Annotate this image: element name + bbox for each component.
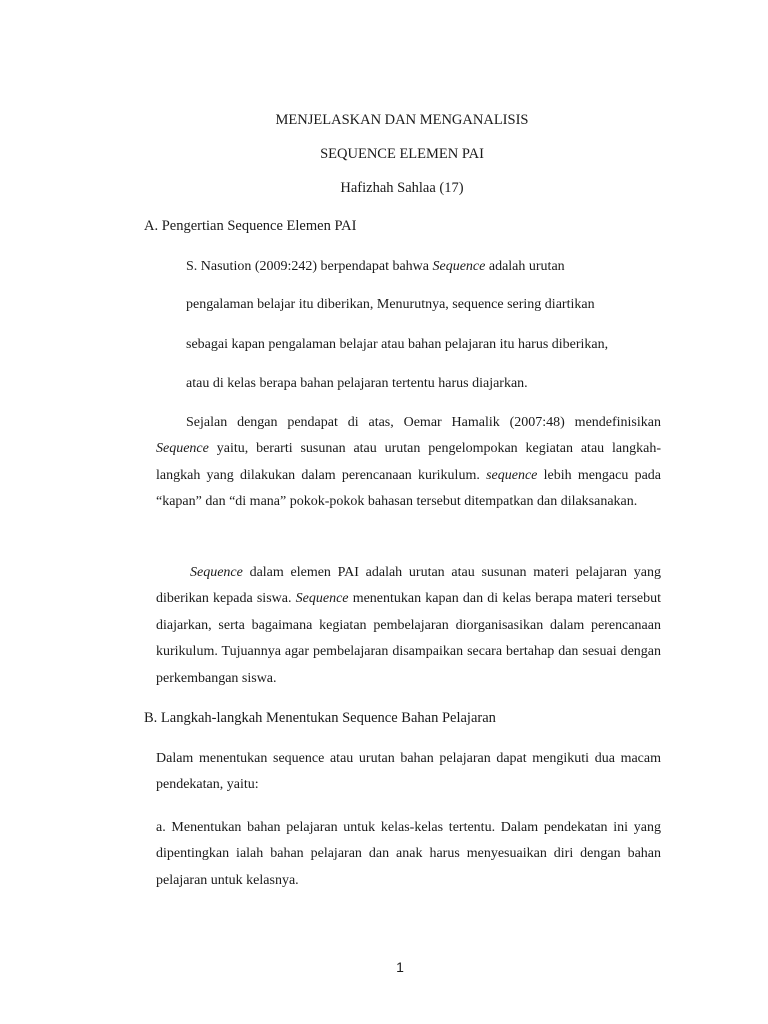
pai-text-1: dalam elemen PAI adalah urutan atau susunan materi pelajaran yang diberikan kepada siswa.: [156, 565, 661, 607]
section-b-intro: Dalam menentukan sequence atau urutan bahan pelajaran dapat mengikuti dua macam pendekatan, yaitu:: [156, 751, 661, 793]
list-item-a: a. Menentukan bahan pelajaran untuk kelas-kelas tertentu. Dalam pendekatan ini yang dipentingkan ialah bahan pelajaran dan anak harus menyesuaikan diri dengan bahan pelajaran untuk kelasnya.: [156, 820, 661, 888]
hamalik-text-2: yaitu, berarti susunan atau urutan pengelompokan kegiatan atau langkah-langkah yang dilakukan dalam perencanaan kurikulum.: [156, 441, 661, 483]
nasution-line-3: sebagai kapan pengalaman belajar atau bahan pelajaran itu harus diberikan,: [186, 337, 609, 352]
sequence-italic-term: Sequence: [295, 591, 349, 607]
nasution-line-1-text: S. Nasution (2009:242) berpendapat bahwa: [186, 259, 433, 274]
sequence-italic-term: Sequence: [432, 259, 486, 274]
section-b-heading: B. Langkah-langkah Menentukan Sequence Bahan Pelajaran: [144, 710, 496, 726]
title-line-1: MENJELASKAN DAN MENGANALISIS: [275, 112, 529, 128]
sequence-italic-term: sequence: [486, 467, 538, 483]
nasution-line-1: [186, 259, 565, 275]
hamalik-text-3: lebih mengacu pada “kapan” dan “di mana” pokok-pokok bahasan tersebut ditempatkan dan dilaksanakan.: [156, 467, 661, 510]
hamalik-text-1: Sejalan dengan pendapat di atas, Oemar Hamalik (2007:48) mendefinisikan: [186, 415, 661, 430]
page-number: 1: [396, 959, 404, 975]
section-a-heading: A. Pengertian Sequence Elemen PAI: [144, 218, 357, 234]
hamalik-paragraph: [156, 410, 661, 516]
pai-paragraph: [156, 560, 661, 692]
nasution-line-2: pengalaman belajar itu diberikan, Menurutnya, sequence sering diartikan: [186, 297, 595, 312]
pai-text-2: menentukan kapan dan di kelas berapa materi tersebut diajarkan, serta bagaimana kegiatan pembelajaran diorganisasikan dalam perencanaan kurikulum. Tujuannya agar pembelajaran disampaikan secara bertahap dan sesuai dengan perkembangan siswa.: [156, 591, 661, 686]
author-line: Hafizhah Sahlaa (17): [340, 180, 464, 196]
nasution-line-4: atau di kelas berapa bahan pelajaran tertentu harus diajarkan.: [186, 376, 528, 391]
nasution-line-1-end: adalah urutan: [485, 259, 565, 274]
title-line-2: SEQUENCE ELEMEN PAI: [320, 146, 484, 162]
sequence-italic-term: Sequence: [156, 441, 209, 457]
sequence-italic-term: Sequence: [190, 565, 243, 580]
